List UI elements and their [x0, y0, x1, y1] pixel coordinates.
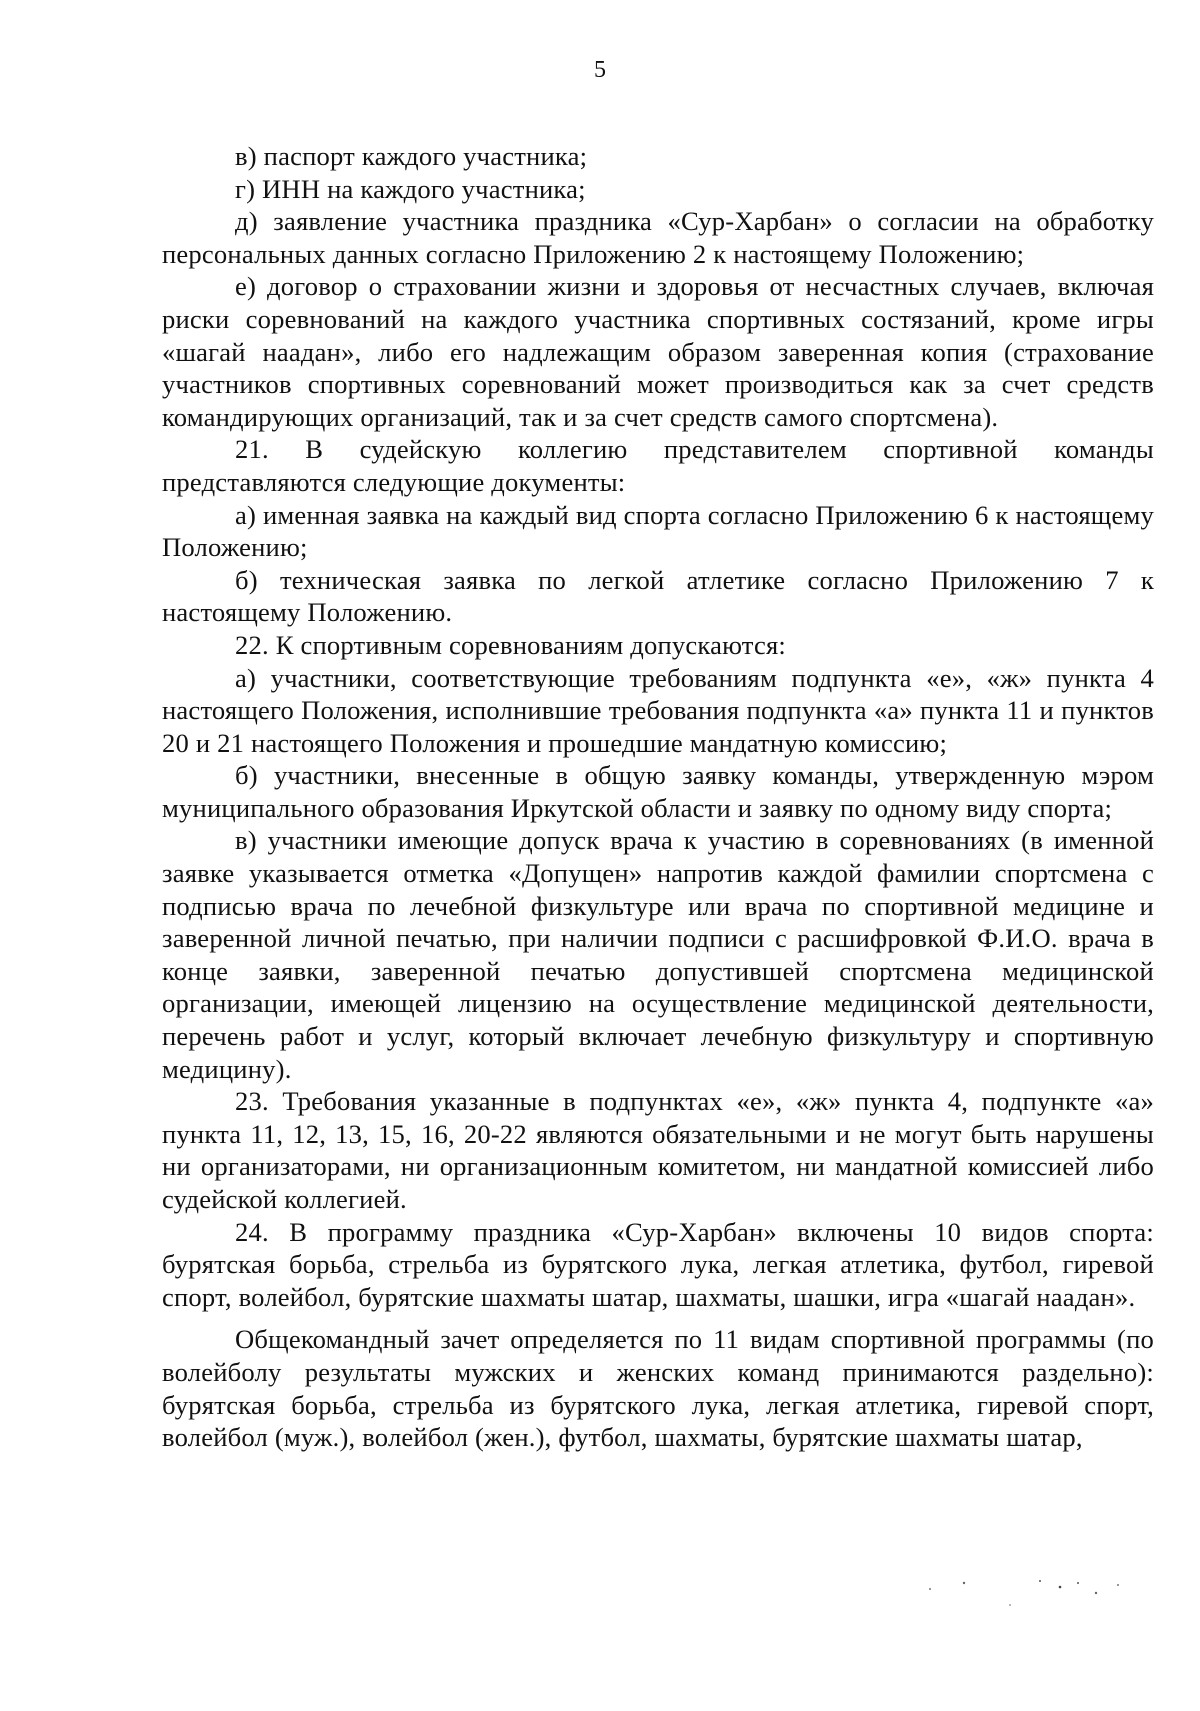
paragraph-22: 22. К спортивным соревнованиям допускаются: — [235, 629, 786, 660]
paragraph-22-b: б) участники, внесенные в общую заявку команды, утвержденную мэром муниципального образования Иркутской области и заявку по одному виду спорта; — [162, 760, 1154, 823]
document-body — [162, 140, 1154, 1454]
paragraph-d-consent: д) заявление участника праздника «Сур-Харбан» о согласии на обработку персональных данных согласно Приложению 2 к настоящему Положению; — [162, 206, 1154, 269]
paragraph-23: 23. Требования указанные в подпунктах «е», «ж» пункта 4, подпункте «а» пункта 11, 12, 13, 15, 16, 20-22 являются обязательными и не могут быть нарушены ни организаторами, ни организационным комитетом, ни мандатной комиссией либо судейской коллегией. — [162, 1086, 1154, 1214]
paragraph-24: 24. В программу праздника «Сур-Харбан» включены 10 видов спорта: бурятская борьба, стрельба из бурятского лука, легкая атлетика, футбол, гиревой спорт, волейбол, бурятские шахматы шатар, шахматы, шашки, игра «шагай наадан». — [162, 1216, 1154, 1312]
page-number: 5 — [594, 57, 606, 83]
paragraph-21-a: а) именная заявка на каждый вид спорта согласно Приложению 6 к настоящему Положению; — [162, 499, 1154, 563]
paragraph-21-b: б) техническая заявка по легкой атлетике согласно Приложению 7 к настоящему Положению. — [162, 564, 1154, 628]
paragraph-22-v: в) участники имеющие допуск врача к участию в соревнованиях (в именной заявке указывается отметка «Допущен» напротив каждой фамилии спортсмена с подписью врача по лечебной физкультуре или врача по спортивной медицине и заверенной личной печатью, при наличии подписи с расшифровкой Ф.И.О. врача в конце заявки, заверенной печатью допустившей спортсмена медицинской организации, имеющей лицензию на осуществление медицинской деятельности, перечень работ и услуг, который включает лечебную физкультуру и спортивную медицину). — [162, 825, 1154, 1084]
paragraph-v-passport: в) паспорт каждого участника; — [235, 141, 588, 171]
paragraph-e-insurance: е) договор о страховании жизни и здоровья от несчастных случаев, включая риски соревнований на каждого участника спортивных состязаний, кроме игры «шагай наадан», либо его надлежащим образом заверенная копия (страхование участников спортивных соревнований может производиться как за счет средств командирующих организаций, так и за счет средств самого спортсмена). — [162, 271, 1154, 432]
scan-noise-marks — [920, 1575, 1140, 1615]
paragraph-g-inn: г) ИНН на каждого участника; — [235, 173, 586, 204]
paragraph-21: 21. В судейскую коллегию представителем спортивной команды представляются следующие документы: — [162, 434, 1154, 497]
paragraph-team-scoring: Общекомандный зачет определяется по 11 видам спортивной программы (по волейболу результаты мужских и женских команд принимаются раздельно): бурятская борьба, стрельба из бурятского лука, легкая атлетика, гиревой спорт, волейбол (муж.), волейбол (жен.), футбол, шахматы, бурятские шахматы шатар, — [162, 1324, 1154, 1453]
paragraph-22-a: а) участники, соответствующие требованиям подпункта «е», «ж» пункта 4 настоящего Положения, исполнившие требования подпункта «а» пункта 11 и пунктов 20 и 21 настоящего Положения и прошедшие мандатную комиссию; — [162, 662, 1154, 758]
